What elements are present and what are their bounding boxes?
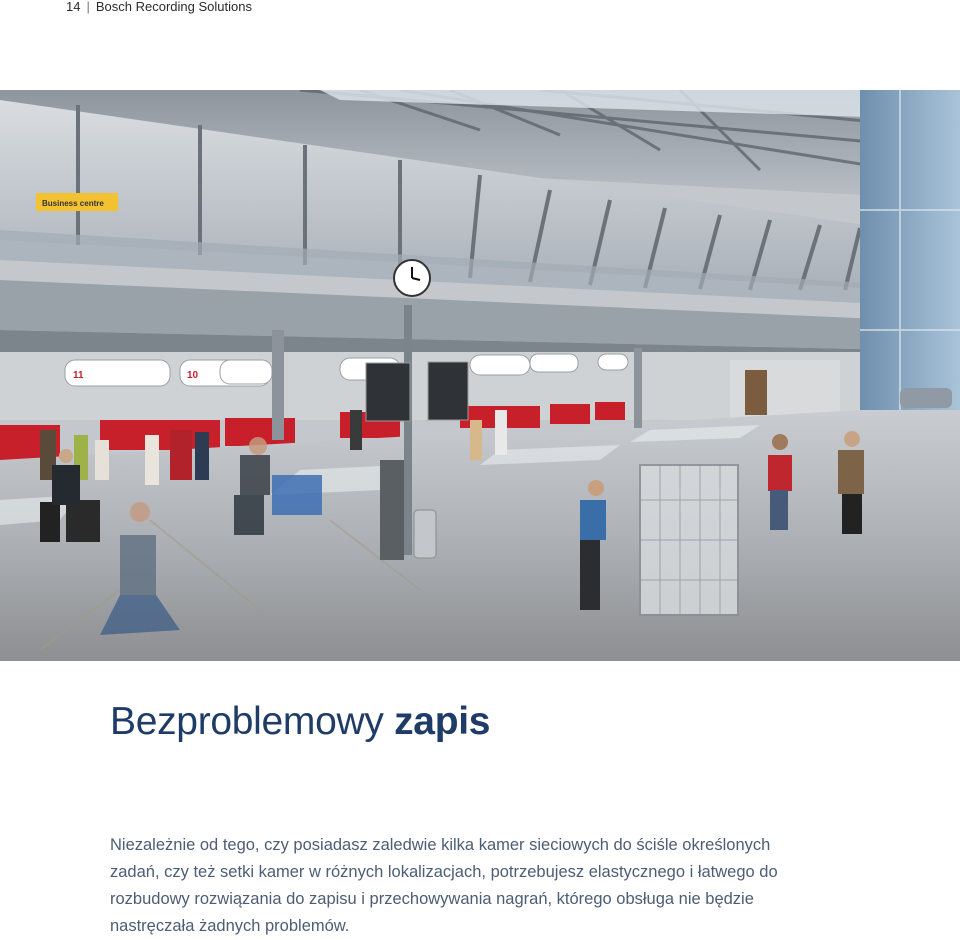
page-title <box>110 700 490 744</box>
airport-terminal-photo <box>0 90 960 661</box>
body-paragraph <box>110 832 870 940</box>
title-bold: zapis <box>394 700 491 743</box>
page-number: 14 <box>66 0 81 14</box>
svg-text:10: 10 <box>187 370 199 381</box>
page-header <box>66 0 252 14</box>
title-light: Bezproblemowy <box>110 700 384 743</box>
body-line: Niezależnie od tego, czy posiadasz zaledwie kilka kamer sieciowych do ściśle określonych <box>110 836 771 854</box>
business-centre-sign-text: Business centre <box>42 199 104 208</box>
header-separator: | <box>86 0 90 14</box>
body-line: rozbudowy rozwiązania do zapisu i przechowywania nagrań, którego obsługa nie będzie <box>110 890 754 908</box>
body-line: nastręczała żadnych problemów. <box>110 917 350 935</box>
header-section-title: Bosch Recording Solutions <box>95 0 252 14</box>
body-line: zadań, czy też setki kamer w różnych lokalizacjach, potrzebujesz elastycznego i łatwego do <box>110 863 778 881</box>
svg-text:11: 11 <box>73 370 84 381</box>
